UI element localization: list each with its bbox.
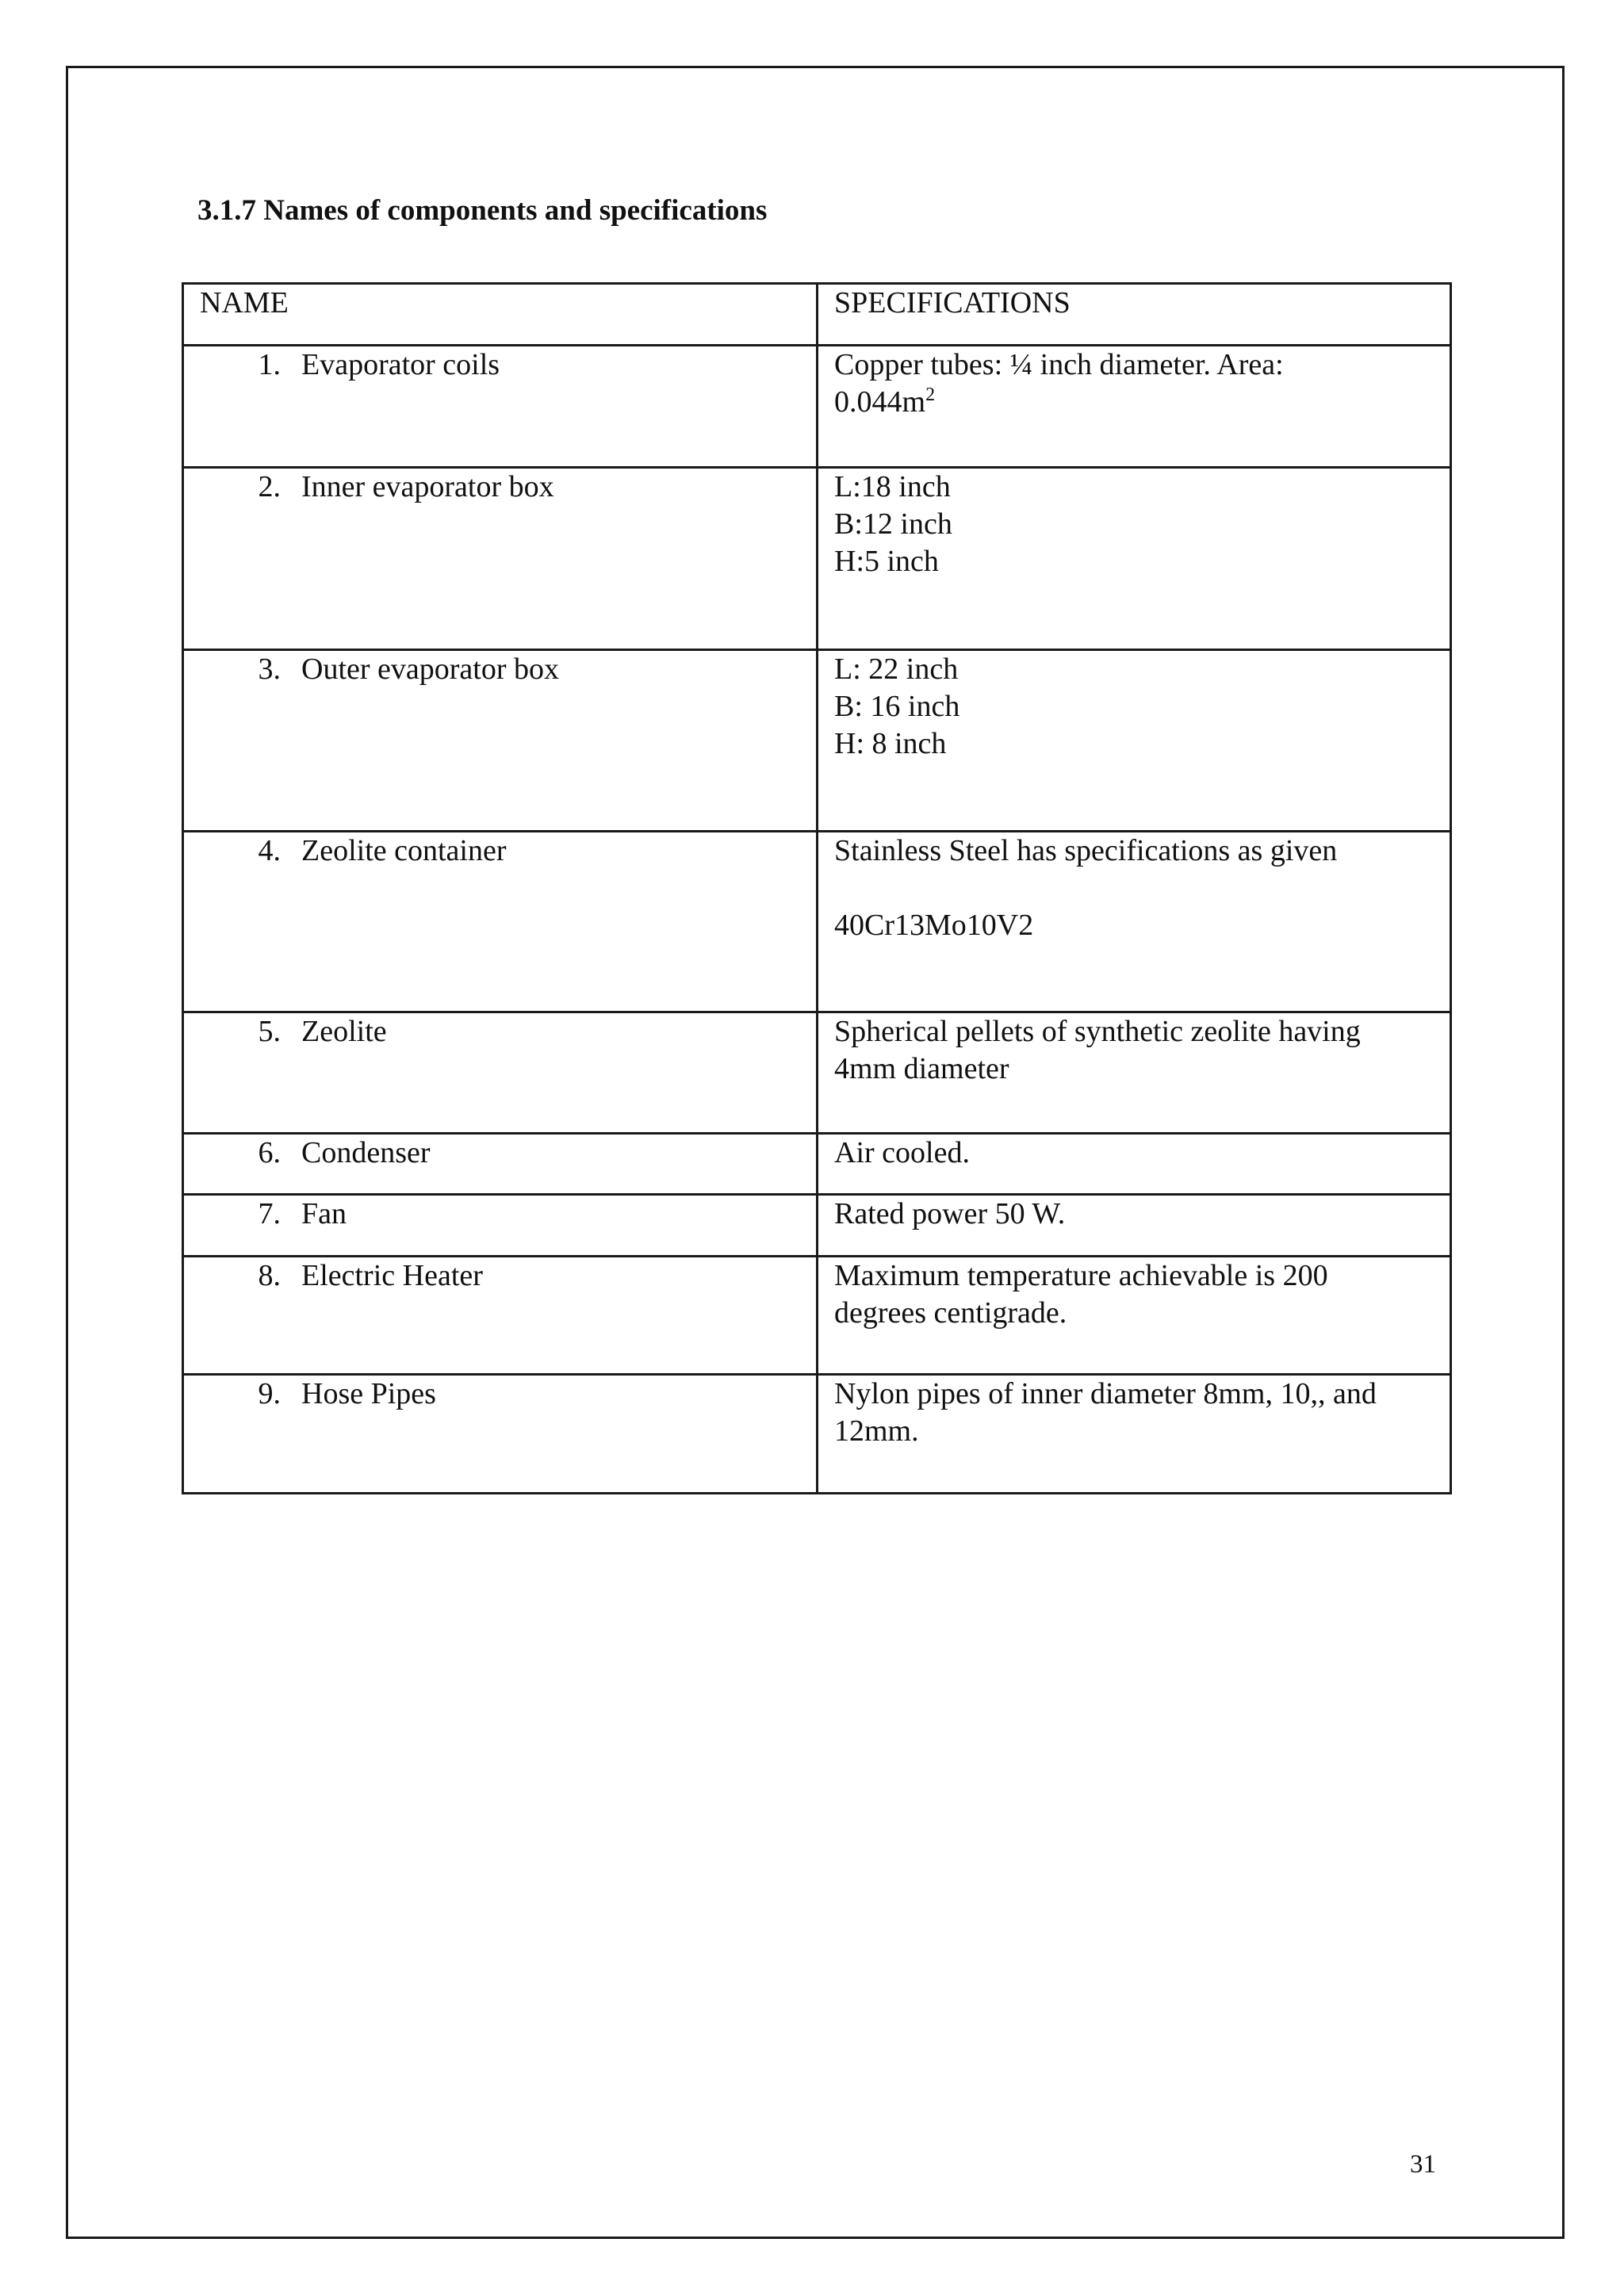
spec-line: L: 22 inch — [834, 652, 959, 686]
spec-line: Nylon pipes of inner diameter 8mm, 10,, and — [834, 1377, 1377, 1410]
header-name: NAME — [183, 284, 818, 346]
header-specifications: SPECIFICATIONS — [818, 284, 1451, 346]
spec-cell — [818, 346, 1451, 468]
spec-line: degrees centigrade. — [834, 1296, 1067, 1330]
table-row — [183, 650, 1451, 832]
component-name-cell — [183, 468, 818, 650]
component-name-cell — [183, 1134, 818, 1195]
component-name: Condenser — [301, 1136, 431, 1169]
table-row — [183, 1195, 1451, 1257]
spec-cell — [818, 1012, 1451, 1134]
spec-line: H:5 inch — [834, 545, 939, 578]
spec-line: 12mm. — [834, 1414, 919, 1448]
spec-line: Copper tubes: ¼ inch diameter. Area: — [834, 348, 1284, 381]
row-number: 4. — [258, 834, 281, 867]
component-name: Zeolite container — [301, 834, 507, 867]
table-row — [183, 832, 1451, 1012]
component-name: Outer evaporator box — [301, 652, 559, 686]
component-name-cell — [183, 1195, 818, 1257]
table-row — [183, 1257, 1451, 1375]
spec-line: Maximum temperature achievable is 200 — [834, 1259, 1328, 1292]
row-number: 3. — [258, 652, 281, 686]
section-heading: 3.1.7 Names of components and specifications — [197, 194, 768, 227]
spec-line-text: 0.044m — [834, 385, 926, 419]
component-name-cell — [183, 346, 818, 468]
row-number: 6. — [258, 1136, 281, 1169]
table-row — [183, 1134, 1451, 1195]
table-row — [183, 1375, 1451, 1494]
table-row — [183, 1012, 1451, 1134]
component-name: Electric Heater — [301, 1259, 483, 1292]
row-number: 9. — [258, 1377, 281, 1410]
spec-cell — [818, 1375, 1451, 1494]
component-name-cell — [183, 650, 818, 832]
spec-line: 40Cr13Mo10V2 — [834, 909, 1034, 942]
component-name-cell — [183, 1012, 818, 1134]
spec-cell — [818, 1134, 1451, 1195]
component-name: Evaporator coils — [301, 348, 500, 381]
spec-line: Air cooled. — [834, 1136, 970, 1169]
spec-line: B:12 inch — [834, 507, 952, 541]
table-row — [183, 346, 1451, 468]
spec-line: Spherical pellets of synthetic zeolite having — [834, 1015, 1361, 1048]
row-number: 7. — [258, 1197, 281, 1230]
spec-cell — [818, 1195, 1451, 1257]
spec-line: L:18 inch — [834, 470, 951, 503]
page-number: 31 — [1410, 2150, 1436, 2179]
spec-cell — [818, 650, 1451, 832]
spec-cell — [818, 832, 1451, 1012]
row-number: 1. — [258, 348, 281, 381]
spec-line: B: 16 inch — [834, 690, 960, 723]
component-name: Fan — [301, 1197, 347, 1230]
component-name-cell — [183, 1375, 818, 1494]
spec-line: H: 8 inch — [834, 727, 947, 760]
row-number: 8. — [258, 1259, 281, 1292]
component-name: Hose Pipes — [301, 1377, 436, 1410]
superscript: 2 — [925, 385, 936, 405]
component-name-cell — [183, 1257, 818, 1375]
component-name-cell — [183, 832, 818, 1012]
component-name: Zeolite — [301, 1015, 387, 1048]
spec-line-with-superscript — [834, 384, 1434, 421]
spec-line: 4mm diameter — [834, 1052, 1009, 1085]
row-number: 5. — [258, 1015, 281, 1048]
table-row — [183, 468, 1451, 650]
spec-cell — [818, 468, 1451, 650]
row-number: 2. — [258, 470, 281, 503]
spec-line: Rated power 50 W. — [834, 1197, 1066, 1230]
component-name: Inner evaporator box — [301, 470, 554, 503]
spec-cell — [818, 1257, 1451, 1375]
table-header-row — [183, 284, 1451, 346]
components-table — [182, 282, 1452, 1494]
spec-line: Stainless Steel has specifications as given — [834, 834, 1338, 867]
